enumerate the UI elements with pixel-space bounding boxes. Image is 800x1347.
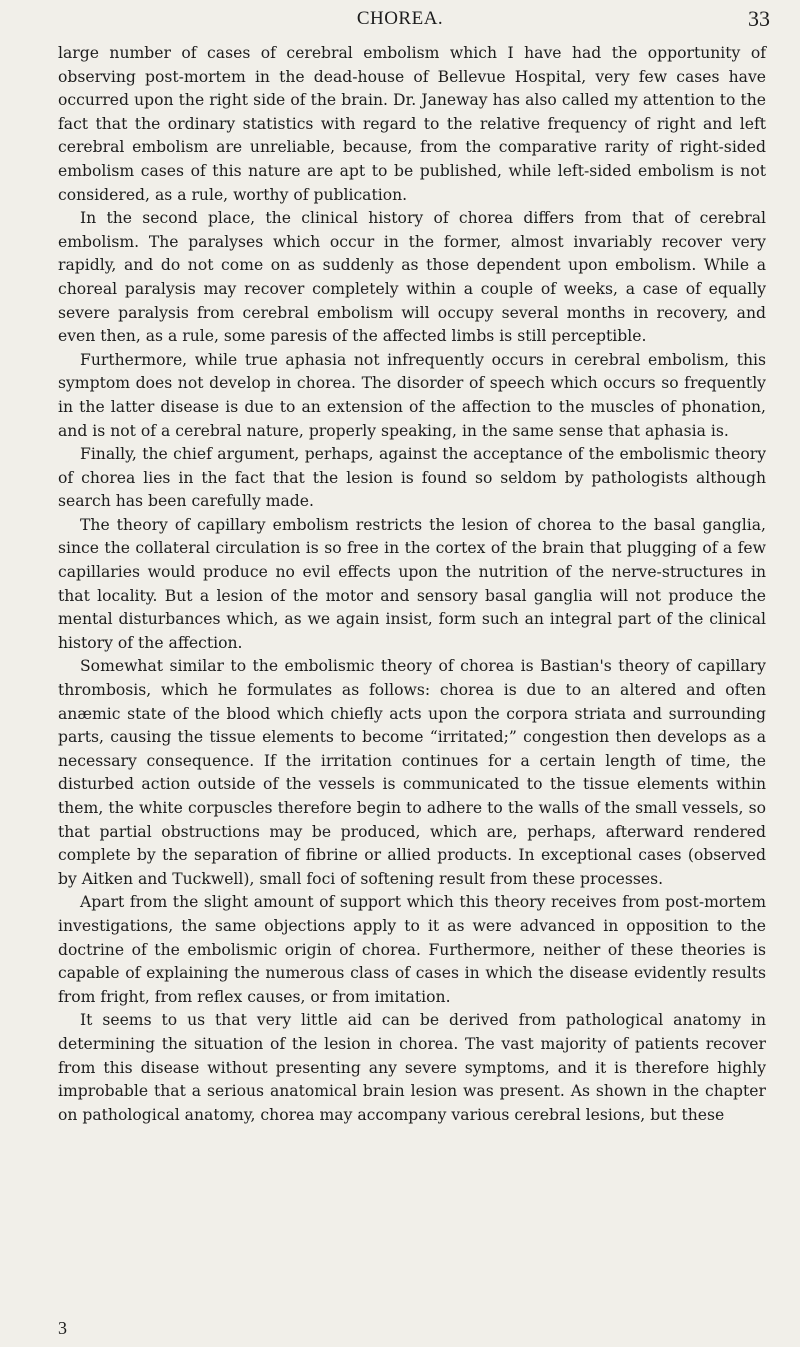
paragraph: In the second place, the clinical history of chorea differs from that of cerebral embolism. The paralyses which occur in the former, almost invariably recover very rapidly, and do not come on as suddenly as those dependent upon embolism. While a choreal paralysis may recover completely within a couple of weeks, a case of equally severe paralysis from cerebral embolism will occupy several months in recovery, and even then, as a rule, some paresis of the affected limbs is still perceptible. (58, 209, 766, 346)
paragraph: It seems to us that very little aid can be derived from pathological anatomy in determining the situation of the lesion in chorea. The vast majority of patients recover from this disease without presenting any severe symptoms, and it is therefore highly improbable that a serious anatomical brain lesion was present. As shown in the chapter on pathological anatomy, chorea may accompany various cerebral lesions, but these (58, 1011, 766, 1124)
running-title: CHOREA. (356, 8, 444, 29)
paragraph: Somewhat similar to the embolismic theory of chorea is Bastian's theory of capillary thrombosis, which he formulates as follows: chorea is due to an altered and often anæmic state of the blood which chiefly acts upon the corpora striata and surrounding parts, causing the tissue elements to become “irritated;” congestion then develops as a necessary consequence. If the irritation continues for a certain length of time, the disturbed action outside of the vessels is communicated to the tissue elements within them, the white corpuscles therefore begin to adhere to the walls of the small vessels, so that partial obstructions may be produced, which are, perhaps, afterward rendered complete by the separation of fibrine or allied products. In exceptional cases (observed by Aitken and Tuckwell), small foci of softening result from these processes. (58, 657, 766, 888)
paragraph: Apart from the slight amount of support which this theory receives from post-mortem investigations, the same objections apply to it as were advanced in opposition to the doctrine of the embolismic origin of chorea. Furthermore, neither of these theories is capable of explaining the numerous class of cases in which the disease evidently results from fright, from reflex causes, or from imitation. (58, 893, 766, 1006)
paragraph: large number of cases of cerebral embolism which I have had the opportunity of observing post-mortem in the dead-house of Bellevue Hospital, very few cases have occurred upon the right side of the brain. Dr. Janeway has also called my attention to the fact that the ordinary statistics with regard to the relative frequency of right and left cerebral embolism are unreliable, because, from the comparative rarity of right-sided embolism cases of this nature are apt to be published, while left-sided embolism is not considered, as a rule, worthy of publication. (58, 44, 766, 204)
paragraph: Furthermore, while true aphasia not infrequently occurs in cerebral embolism, this symptom does not develop in chorea. The disorder of speech which occurs so frequently in the latter disease is due to an extension of the affection to the muscles of phonation, and is not of a cerebral nature, properly speaking, in the same sense that aphasia is. (58, 350, 766, 440)
paragraph: Finally, the chief argument, perhaps, against the acceptance of the embolismic theory of chorea lies in the fact that the lesion is found so seldom by pathologists although search has been carefully made. (58, 445, 766, 511)
body-text (58, 42, 766, 1127)
paragraph: The theory of capillary embolism restricts the lesion of chorea to the basal ganglia, since the collateral circulation is so free in the cortex of the brain that plugging of a few capillaries would produce no evil effects upon the nutrition of the nerve-structures in that locality. But a lesion of the motor and sensory basal ganglia will not produce the mental disturbances which, as we again insist, form such an integral part of the clinical history of the affection. (58, 515, 766, 652)
page-number: 33 (748, 6, 770, 31)
signature-mark: 3 (58, 1318, 67, 1338)
